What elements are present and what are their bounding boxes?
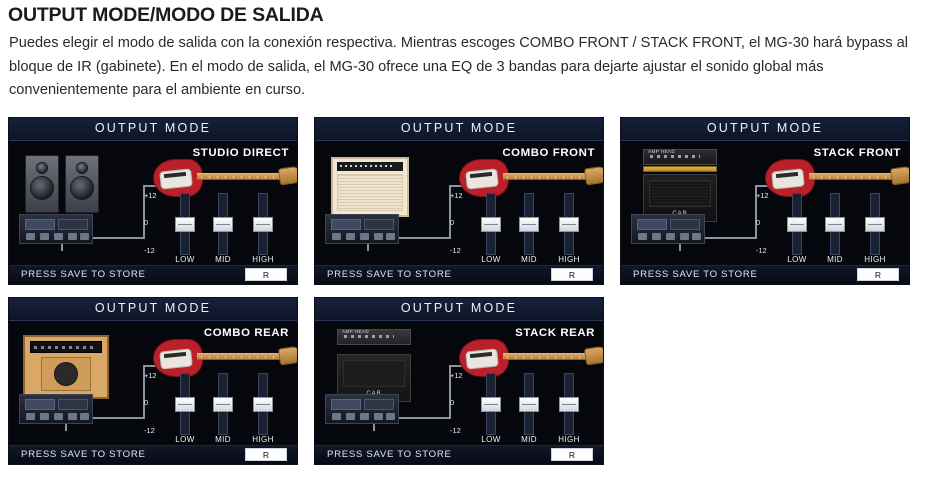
eq-band-label: LOW — [481, 435, 501, 444]
eq-scale — [756, 191, 778, 257]
eq-band-low[interactable] — [472, 193, 510, 267]
cable-horizontal — [705, 237, 757, 239]
eq-slider-knob[interactable] — [175, 217, 195, 232]
device-screen-secondary — [58, 399, 88, 410]
footswitch[interactable] — [332, 233, 341, 240]
eq-band-label: LOW — [481, 255, 501, 264]
footswitch[interactable] — [346, 233, 355, 240]
eq-band-high[interactable] — [550, 193, 588, 267]
eq-band-label: MID — [215, 435, 231, 444]
eq-band-label: MID — [827, 255, 843, 264]
panel-row-2 — [8, 297, 930, 465]
eq-slider-knob[interactable] — [519, 217, 539, 232]
output-mode-panel-grid — [8, 117, 930, 477]
eq-section — [144, 371, 294, 447]
eq-band-label: MID — [521, 435, 537, 444]
amp-gold-stripe — [643, 166, 717, 172]
device-screen — [331, 399, 361, 410]
eq-band-high[interactable] — [244, 373, 282, 447]
save-hint: PRESS SAVE TO STORE — [327, 449, 452, 460]
eq-band-label: MID — [215, 255, 231, 264]
amp-head — [643, 149, 717, 165]
footswitch[interactable] — [54, 233, 63, 240]
footswitch[interactable] — [332, 413, 341, 420]
eq-scale-top: +12 — [756, 191, 769, 200]
eq-slider-knob[interactable] — [865, 217, 885, 232]
eq-band-label: MID — [521, 255, 537, 264]
footswitch[interactable] — [374, 233, 383, 240]
preset-indicator[interactable]: R — [551, 268, 593, 281]
eq-band-low[interactable] — [472, 373, 510, 447]
amp-grill — [337, 174, 403, 211]
guitar-neck — [197, 173, 281, 180]
eq-slider-knob[interactable] — [825, 217, 845, 232]
panel-header-title: OUTPUT MODE — [400, 301, 518, 315]
eq-band-mid[interactable] — [204, 373, 242, 447]
eq-scale-top: +12 — [450, 371, 463, 380]
eq-slider-knob[interactable] — [481, 217, 501, 232]
eq-band-label: LOW — [175, 435, 195, 444]
cabinet-grill — [343, 360, 405, 387]
footswitch[interactable] — [386, 233, 395, 240]
panel-footer — [315, 265, 603, 284]
guitar-neck — [809, 173, 893, 180]
grid-spacer — [620, 297, 910, 465]
eq-scale-bottom: -12 — [756, 246, 767, 255]
tweeter-icon — [76, 162, 88, 174]
eq-section — [756, 191, 906, 267]
guitar-headstock — [890, 166, 910, 186]
eq-scale-top: +12 — [450, 191, 463, 200]
studio-monitors-icon — [25, 155, 105, 217]
panel-row-1 — [8, 117, 930, 285]
mode-name: STACK FRONT — [813, 147, 901, 159]
eq-scale-top: +12 — [144, 191, 157, 200]
eq-band-low[interactable] — [778, 193, 816, 267]
eq-scale-mid: 0 — [450, 398, 455, 407]
eq-scale — [450, 371, 472, 437]
preset-indicator[interactable]: R — [245, 448, 287, 461]
panel-footer — [9, 445, 297, 464]
cable-horizontal — [399, 417, 451, 419]
footswitch[interactable] — [68, 413, 77, 420]
cabinet-grill — [649, 180, 711, 207]
eq-scale-bottom: -12 — [450, 246, 461, 255]
footswitch[interactable] — [26, 233, 35, 240]
eq-slider-knob[interactable] — [213, 397, 233, 412]
eq-scale-mid: 0 — [144, 398, 149, 407]
footswitch[interactable] — [666, 233, 675, 240]
save-hint: PRESS SAVE TO STORE — [633, 269, 758, 280]
mg30-device[interactable] — [325, 394, 399, 424]
guitar-neck — [503, 353, 587, 360]
eq-band-label: HIGH — [252, 255, 274, 264]
panel-header — [621, 118, 909, 141]
combo-amp-front-icon — [331, 157, 409, 217]
panel-header — [315, 298, 603, 321]
eq-slider-knob[interactable] — [559, 397, 579, 412]
eq-band-high[interactable] — [550, 373, 588, 447]
device-screen — [331, 219, 361, 230]
eq-slider-knob[interactable] — [253, 217, 273, 232]
section-paragraph: Puedes elegir el modo de salida con la conexión respectiva. Mientras escoges COMBO FRONT / STACK FRONT, el MG-30 hará bypass al bloque de IR (gabinete). En el modo de salida, el MG-30 ofrece una EQ de 3 bandas para dejarte ajustar el sonido global más convenientemente para el ambiente en curso. — [9, 35, 908, 98]
panel-footer — [9, 265, 297, 284]
panel-header-title: OUTPUT MODE — [94, 121, 212, 135]
cable-horizontal — [93, 237, 145, 239]
mg30-device[interactable] — [19, 214, 93, 244]
eq-band-mid[interactable] — [510, 373, 548, 447]
eq-slider-knob[interactable] — [519, 397, 539, 412]
device-screen — [25, 399, 55, 410]
panel-header-title: OUTPUT MODE — [94, 301, 212, 315]
guitar-headstock — [584, 346, 604, 366]
eq-slider-knob[interactable] — [787, 217, 807, 232]
footswitch[interactable] — [40, 233, 49, 240]
panel-header — [9, 298, 297, 321]
eq-scale-bottom: -12 — [144, 246, 155, 255]
footswitch[interactable] — [680, 233, 689, 240]
woofer-icon — [70, 176, 94, 200]
footswitch[interactable] — [652, 233, 661, 240]
eq-band-label: HIGH — [558, 435, 580, 444]
save-hint: PRESS SAVE TO STORE — [327, 269, 452, 280]
eq-scale-mid: 0 — [450, 218, 455, 227]
footswitch[interactable] — [26, 413, 35, 420]
footswitch[interactable] — [40, 413, 49, 420]
eq-slider-knob[interactable] — [213, 217, 233, 232]
eq-slider-knob[interactable] — [175, 397, 195, 412]
panel-body — [315, 141, 603, 268]
eq-band-low[interactable] — [166, 193, 204, 267]
eq-scale — [450, 191, 472, 257]
device-screen-secondary — [58, 219, 88, 230]
footswitch[interactable] — [386, 413, 395, 420]
device-screen — [25, 219, 55, 230]
eq-scale-mid: 0 — [756, 218, 761, 227]
eq-scale — [144, 191, 166, 257]
amp-stack-rear-icon — [335, 329, 413, 403]
panel-header-title: OUTPUT MODE — [706, 121, 824, 135]
guitar-headstock — [584, 166, 604, 186]
monitor-left — [25, 155, 59, 213]
monitor-right — [65, 155, 99, 213]
panel-combo-rear[interactable] — [8, 297, 298, 465]
guitar-headstock — [278, 166, 298, 186]
mg30-device[interactable] — [631, 214, 705, 244]
eq-slider-knob[interactable] — [253, 397, 273, 412]
eq-band-mid[interactable] — [204, 193, 242, 267]
eq-band-label: HIGH — [252, 435, 274, 444]
mode-name: STUDIO DIRECT — [192, 147, 289, 159]
footswitch[interactable] — [68, 233, 77, 240]
eq-section — [144, 191, 294, 267]
panel-body — [315, 321, 603, 448]
footswitch[interactable] — [360, 413, 369, 420]
guitar-headstock — [278, 346, 298, 366]
eq-section — [450, 191, 600, 267]
panel-body — [9, 321, 297, 448]
save-hint: PRESS SAVE TO STORE — [21, 449, 146, 460]
preset-indicator[interactable]: R — [551, 448, 593, 461]
footswitch[interactable] — [80, 413, 89, 420]
mode-name: COMBO REAR — [203, 327, 289, 339]
panel-footer — [621, 265, 909, 284]
page-title: OUTPUT MODE/MODO DE SALIDA — [8, 4, 324, 26]
combo-amp-rear-icon — [23, 335, 109, 399]
device-screen-secondary — [364, 219, 394, 230]
preset-indicator[interactable]: R — [245, 268, 287, 281]
panel-header — [315, 118, 603, 141]
amp-rear-panel — [30, 341, 102, 353]
cable-horizontal — [399, 237, 451, 239]
preset-indicator[interactable]: R — [857, 268, 899, 281]
footswitch[interactable] — [374, 413, 383, 420]
eq-band-mid[interactable] — [510, 193, 548, 267]
panel-body — [9, 141, 297, 268]
eq-band-label: LOW — [787, 255, 807, 264]
eq-band-low[interactable] — [166, 373, 204, 447]
eq-band-label: HIGH — [864, 255, 886, 264]
panel-header — [9, 118, 297, 141]
eq-section — [450, 371, 600, 447]
panel-studio-direct[interactable] — [8, 117, 298, 285]
amp-head-brand: AMP HEAD — [648, 149, 676, 154]
cable-horizontal — [93, 417, 145, 419]
mode-name: STACK REAR — [515, 327, 595, 339]
footswitch[interactable] — [638, 233, 647, 240]
footswitch[interactable] — [346, 413, 355, 420]
mode-name: COMBO FRONT — [502, 147, 595, 159]
eq-slider-knob[interactable] — [559, 217, 579, 232]
device-screen — [637, 219, 667, 230]
panel-body — [621, 141, 909, 268]
eq-band-label: LOW — [175, 255, 195, 264]
amp-stack-front-icon — [641, 149, 719, 223]
mg30-device[interactable] — [325, 214, 399, 244]
tweeter-icon — [36, 162, 48, 174]
eq-band-high[interactable] — [244, 193, 282, 267]
eq-band-high[interactable] — [856, 193, 894, 267]
footswitch[interactable] — [692, 233, 701, 240]
panel-footer — [315, 445, 603, 464]
eq-band-label: HIGH — [558, 255, 580, 264]
footswitch[interactable] — [54, 413, 63, 420]
device-screen-secondary — [364, 399, 394, 410]
mg30-device[interactable] — [19, 394, 93, 424]
eq-scale-mid: 0 — [144, 218, 149, 227]
footswitch[interactable] — [80, 233, 89, 240]
save-hint: PRESS SAVE TO STORE — [21, 269, 146, 280]
eq-scale-top: +12 — [144, 371, 157, 380]
eq-slider-knob[interactable] — [481, 397, 501, 412]
eq-band-mid[interactable] — [816, 193, 854, 267]
panel-stack-rear[interactable] — [314, 297, 604, 465]
panel-stack-front[interactable] — [620, 117, 910, 285]
footswitch[interactable] — [360, 233, 369, 240]
guitar-neck — [503, 173, 587, 180]
eq-scale — [144, 371, 166, 437]
amp-head — [337, 329, 411, 345]
eq-scale-bottom: -12 — [144, 426, 155, 435]
guitar-neck — [197, 353, 281, 360]
woofer-icon — [30, 176, 54, 200]
amp-head-brand: AMP HEAD — [342, 329, 370, 334]
panel-header-title: OUTPUT MODE — [400, 121, 518, 135]
eq-scale-bottom: -12 — [450, 426, 461, 435]
amp-open-back — [41, 357, 91, 391]
amp-control-panel — [337, 162, 403, 171]
device-screen-secondary — [670, 219, 700, 230]
panel-combo-front[interactable] — [314, 117, 604, 285]
